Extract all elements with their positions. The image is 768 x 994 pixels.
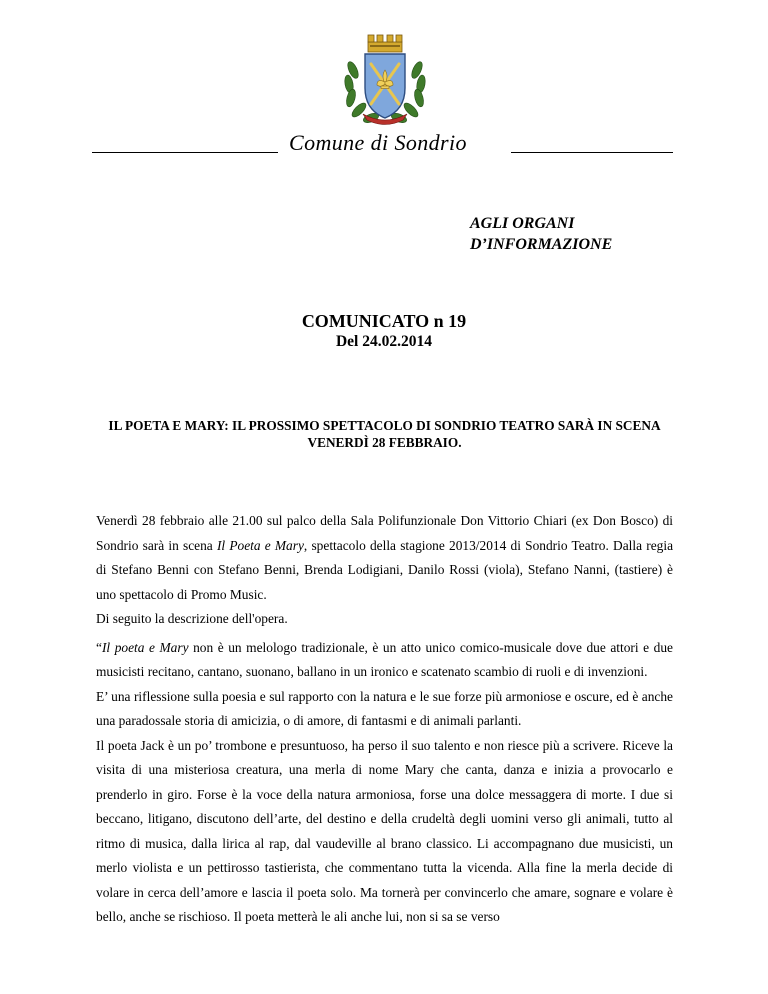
header-rule-right — [511, 152, 673, 153]
header-rule-left — [92, 152, 278, 153]
comunicato-block — [0, 310, 768, 352]
quote-open: “ — [96, 639, 102, 655]
quote-rest: non è un melologo tradizionale, è un atto unico comico-musicale dove due attori e due musicisti recitano, cantano, suonano, ballano in un ironico e scatenato scambio di ruoli e di invenzioni. — [96, 639, 673, 679]
paragraph-reflection: E’ una riflessione sulla poesia e sul rapporto con la natura e le sue forze più armoniose e oscure, ed è anche una paradossale storia di amicizia, o di amore, di fantasmi e di animali parlanti. — [96, 688, 673, 728]
show-title: Il Poeta e Mary — [216, 537, 304, 553]
recipient-line-2: D’INFORMAZIONE — [470, 236, 613, 253]
press-headline: IL POETA E MARY: IL PROSSIMO SPETTACOLO DI SONDRIO TEATRO SARÀ IN SCENA VENERDÌ 28 FEBBRAIO. — [108, 418, 661, 450]
coat-of-arms-icon — [337, 30, 433, 126]
comunicato-date: Del 24.02.2014 — [335, 333, 432, 350]
letterhead — [0, 130, 768, 160]
paragraph-event-a: Venerdì 28 febbraio alle 21.00 sul palco della Sala Polifunzionale Don Vittorio Chiari (ex Don Bosco) di Sondrio sarà in scena — [96, 513, 673, 553]
paragraph-quote — [96, 636, 673, 685]
paragraph-plot: Il poeta Jack è un po’ trombone e presuntuoso, ha perso il suo talento e non riesce più a scrivere. Riceve la visita di una misteriosa creatura, una merla di nome Mary che canta, danza e inizia a provocarlo e prenderlo in giro. Forse è la voce della natura armoniosa, forse una dolce messaggera di morte. I due si beccano, litigano, discutono dell’arte, del destino e della crudeltà degli uomini verso gli animali, tutto al ritmo di musica, dalla lirica al rap, dal vaudeville al brano classico. Li accompagnano due musicisti, un merlo violista e un pettirosso tastierista, che commentano tutta la vicenda. Alla fine la merla decide di volare in cerca dell’amore e lascia il poeta solo. Ma tornerà per convincerlo che amare, sognare e volare è bello, anche se rischioso. Il poeta metterà le ali anche lui, non si sa se verso — [96, 737, 673, 924]
quote-title: Il poeta e Mary — [101, 639, 189, 655]
paragraph-event-b: , spettacolo della stagione 2013/2014 di Sondrio Teatro. Dalla regia di Stefano Benni con Stefano Benni, Brenda Lodigiani, Danilo Rossi (viola), Stefano Nanni, (tastiere) è uno spettacolo di Promo Music. — [96, 537, 674, 602]
press-body — [96, 509, 673, 930]
paragraph-intro: Di seguito la descrizione dell'opera. — [96, 611, 288, 626]
comunicato-number: COMUNICATO n 19 — [301, 311, 467, 331]
paragraph-event — [96, 509, 673, 607]
recipient-block — [470, 213, 612, 255]
comune-name: Comune di Sondrio — [289, 130, 467, 155]
recipient-line-1: AGLI ORGANI — [470, 215, 575, 232]
